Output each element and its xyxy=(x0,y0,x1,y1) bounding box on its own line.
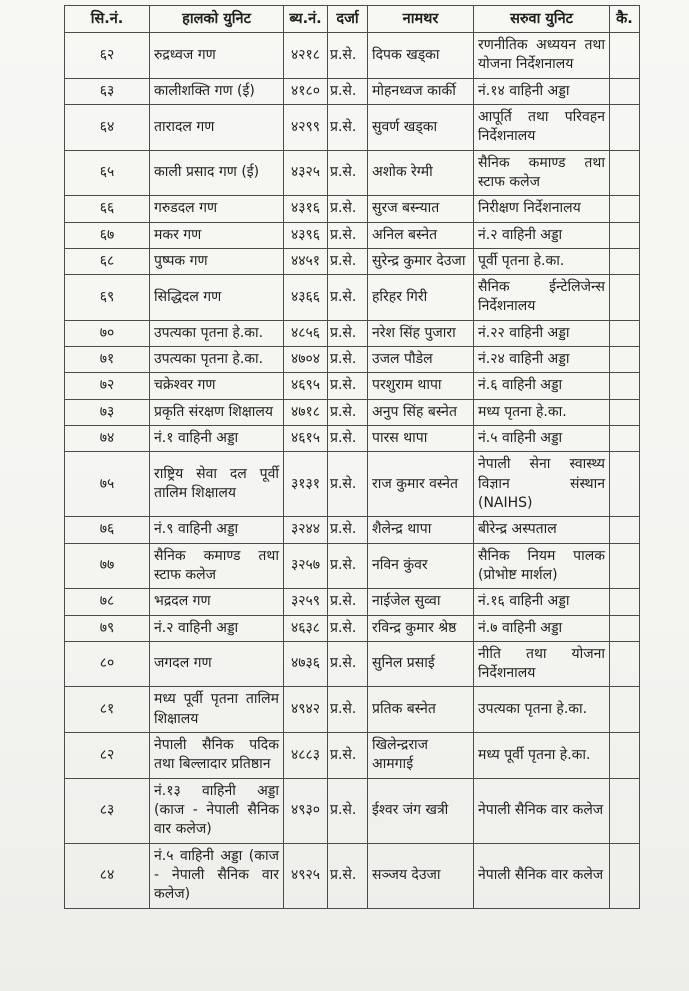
transfer-unit-cell: नं.२४ वाहिनी अड्डा xyxy=(474,347,610,373)
transfer-unit-cell: नेपाली सैनिक वार कलेज xyxy=(474,778,610,843)
name-cell: नरेश सिंह पुजारा xyxy=(368,320,474,346)
name-cell: सुरज बस्न्यात xyxy=(368,196,474,222)
serial-no-cell: ६८ xyxy=(65,248,150,274)
personal-no-cell: ४८५६ xyxy=(284,320,328,346)
current-unit-cell: भद्रदल गण xyxy=(150,589,284,615)
table-row xyxy=(65,275,640,321)
serial-no-cell: ७७ xyxy=(65,543,150,589)
serial-no-cell: ६४ xyxy=(65,104,150,150)
serial-no-cell: ६३ xyxy=(65,78,150,104)
column-header-name: नामथर xyxy=(368,6,474,33)
current-unit-cell: तारादल गण xyxy=(150,104,284,150)
current-unit-cell: नेपाली सैनिक पदिक तथा बिल्लादार प्रतिष्ठान xyxy=(150,733,284,779)
personal-no-cell: ४३६६ xyxy=(284,275,328,321)
remarks-cell xyxy=(610,320,640,346)
remarks-cell xyxy=(610,778,640,843)
personal-no-cell: ४६९५ xyxy=(284,373,328,399)
serial-no-cell: ७९ xyxy=(65,615,150,641)
personal-no-cell: ४८८३ xyxy=(284,733,328,779)
transfer-table xyxy=(64,5,640,909)
name-cell: ईश्वर जंग खत्री xyxy=(368,778,474,843)
remarks-cell xyxy=(610,543,640,589)
serial-no-cell: ८३ xyxy=(65,778,150,843)
rank-cell: प्र.से. xyxy=(328,222,368,248)
column-header-transfer-unit: सरुवा युनिट xyxy=(474,6,610,33)
personal-no-cell: ४३२५ xyxy=(284,150,328,196)
rank-cell: प्र.से. xyxy=(328,373,368,399)
current-unit-cell: नं.५ वाहिनी अड्डा (काज - नेपाली सैनिक वार कलेज) xyxy=(150,843,284,908)
transfer-unit-cell: नं.५ वाहिनी अड्डा xyxy=(474,426,610,452)
rank-cell: प्र.से. xyxy=(328,150,368,196)
current-unit-cell: उपत्यका पृतना हे.का. xyxy=(150,347,284,373)
serial-no-cell: ७४ xyxy=(65,426,150,452)
transfer-unit-cell: नेपाली सैनिक वार कलेज xyxy=(474,843,610,908)
name-cell: नाईजेल सुव्वा xyxy=(368,589,474,615)
rank-cell: प्र.से. xyxy=(328,275,368,321)
column-header-personal-no: ब्य.नं. xyxy=(284,6,328,33)
current-unit-cell: प्रकृति संरक्षण शिक्षालय xyxy=(150,399,284,425)
personal-no-cell: ४१८० xyxy=(284,78,328,104)
serial-no-cell: ७६ xyxy=(65,517,150,543)
remarks-cell xyxy=(610,641,640,687)
serial-no-cell: ६९ xyxy=(65,275,150,321)
table-row xyxy=(65,778,640,843)
transfer-unit-cell: उपत्यका पृतना हे.का. xyxy=(474,687,610,733)
name-cell: नविन कुंवर xyxy=(368,543,474,589)
table-row xyxy=(65,248,640,274)
table-row xyxy=(65,615,640,641)
serial-no-cell: ६५ xyxy=(65,150,150,196)
column-header-current-unit: हालको युनिट xyxy=(150,6,284,33)
rank-cell: प्र.से. xyxy=(328,517,368,543)
table-row xyxy=(65,196,640,222)
transfer-unit-cell: बीरेन्द्र अस्पताल xyxy=(474,517,610,543)
rank-cell: प्र.से. xyxy=(328,543,368,589)
transfer-unit-cell: नं.६ वाहिनी अड्डा xyxy=(474,373,610,399)
table-body xyxy=(65,33,640,909)
current-unit-cell: नं.१३ वाहिनी अड्डा (काज - नेपाली सैनिक वार कलेज) xyxy=(150,778,284,843)
transfer-unit-cell: मध्य पूर्वी पृतना हे.का. xyxy=(474,733,610,779)
current-unit-cell: मध्य पूर्वी पृतना तालिम शिक्षालय xyxy=(150,687,284,733)
rank-cell: प्र.से. xyxy=(328,78,368,104)
remarks-cell xyxy=(610,104,640,150)
column-header-rank: दर्जा xyxy=(328,6,368,33)
serial-no-cell: ६२ xyxy=(65,33,150,79)
remarks-cell xyxy=(610,150,640,196)
rank-cell: प्र.से. xyxy=(328,687,368,733)
serial-no-cell: ७८ xyxy=(65,589,150,615)
transfer-unit-cell: नं.७ वाहिनी अड्डा xyxy=(474,615,610,641)
table-row xyxy=(65,104,640,150)
personal-no-cell: ४६१५ xyxy=(284,426,328,452)
transfer-unit-cell: नं.१४ वाहिनी अड्डा xyxy=(474,78,610,104)
remarks-cell xyxy=(610,452,640,517)
name-cell: परशुराम थापा xyxy=(368,373,474,399)
personal-no-cell: ३२४४ xyxy=(284,517,328,543)
personal-no-cell: ४९३० xyxy=(284,778,328,843)
name-cell: दिपक खड्का xyxy=(368,33,474,79)
serial-no-cell: ८१ xyxy=(65,687,150,733)
rank-cell: प्र.से. xyxy=(328,843,368,908)
name-cell: अनुप सिंह बस्नेत xyxy=(368,399,474,425)
rank-cell: प्र.से. xyxy=(328,778,368,843)
current-unit-cell: काली प्रसाद गण (ई) xyxy=(150,150,284,196)
personal-no-cell: ३२५७ xyxy=(284,543,328,589)
rank-cell: प्र.से. xyxy=(328,589,368,615)
table-row xyxy=(65,222,640,248)
current-unit-cell: मकर गण xyxy=(150,222,284,248)
table-row xyxy=(65,78,640,104)
column-header-remarks: कै. xyxy=(610,6,640,33)
current-unit-cell: जगदल गण xyxy=(150,641,284,687)
transfer-unit-cell: आपूर्ति तथा परिवहन निर्देशनालय xyxy=(474,104,610,150)
remarks-cell xyxy=(610,843,640,908)
transfer-unit-cell: सैनिक कमाण्ड तथा स्टाफ कलेज xyxy=(474,150,610,196)
serial-no-cell: ८० xyxy=(65,641,150,687)
table-row xyxy=(65,589,640,615)
rank-cell: प्र.से. xyxy=(328,33,368,79)
remarks-cell xyxy=(610,347,640,373)
rank-cell: प्र.से. xyxy=(328,733,368,779)
name-cell: सुवर्ण खड्का xyxy=(368,104,474,150)
table-row xyxy=(65,687,640,733)
name-cell: प्रतिक बस्नेत xyxy=(368,687,474,733)
rank-cell: प्र.से. xyxy=(328,452,368,517)
remarks-cell xyxy=(610,222,640,248)
current-unit-cell: नं.२ वाहिनी अड्डा xyxy=(150,615,284,641)
remarks-cell xyxy=(610,426,640,452)
personal-no-cell: ४६३८ xyxy=(284,615,328,641)
personal-no-cell: ४२१८ xyxy=(284,33,328,79)
serial-no-cell: ७३ xyxy=(65,399,150,425)
serial-no-cell: ६६ xyxy=(65,196,150,222)
current-unit-cell: नं.९ वाहिनी अड्डा xyxy=(150,517,284,543)
remarks-cell xyxy=(610,615,640,641)
remarks-cell xyxy=(610,78,640,104)
name-cell: पारस थापा xyxy=(368,426,474,452)
current-unit-cell: सैनिक कमाण्ड तथा स्टाफ कलेज xyxy=(150,543,284,589)
remarks-cell xyxy=(610,589,640,615)
personal-no-cell: ४७३६ xyxy=(284,641,328,687)
table-row xyxy=(65,641,640,687)
transfer-unit-cell: नेपाली सेना स्वास्थ्य विज्ञान संस्थान (NAIHS) xyxy=(474,452,610,517)
remarks-cell xyxy=(610,373,640,399)
transfer-unit-cell: नं.२ वाहिनी अड्डा xyxy=(474,222,610,248)
name-cell: उजल पौडेल xyxy=(368,347,474,373)
name-cell: अनिल बस्नेत xyxy=(368,222,474,248)
table-row xyxy=(65,373,640,399)
remarks-cell xyxy=(610,733,640,779)
rank-cell: प्र.से. xyxy=(328,196,368,222)
current-unit-cell: चक्रेश्वर गण xyxy=(150,373,284,399)
transfer-unit-cell: सैनिक ईन्टेलिजेन्स निर्देशनालय xyxy=(474,275,610,321)
table-row xyxy=(65,452,640,517)
transfer-unit-cell: निरीक्षण निर्देशनालय xyxy=(474,196,610,222)
personal-no-cell: ४२९९ xyxy=(284,104,328,150)
serial-no-cell: ८४ xyxy=(65,843,150,908)
current-unit-cell: कालीशक्ति गण (ई) xyxy=(150,78,284,104)
name-cell: खिलेन्द्रराज आमगाई xyxy=(368,733,474,779)
rank-cell: प्र.से. xyxy=(328,104,368,150)
transfer-unit-cell: रणनीतिक अध्ययन तथा योजना निर्देशनालय xyxy=(474,33,610,79)
table-row xyxy=(65,733,640,779)
serial-no-cell: ८२ xyxy=(65,733,150,779)
serial-no-cell: ६७ xyxy=(65,222,150,248)
personal-no-cell: ४७०४ xyxy=(284,347,328,373)
name-cell: अशोक रेग्मी xyxy=(368,150,474,196)
name-cell: राज कुमार वस्नेत xyxy=(368,452,474,517)
remarks-cell xyxy=(610,248,640,274)
rank-cell: प्र.से. xyxy=(328,615,368,641)
remarks-cell xyxy=(610,196,640,222)
table-row xyxy=(65,543,640,589)
table-row xyxy=(65,517,640,543)
transfer-unit-cell: मध्य पृतना हे.का. xyxy=(474,399,610,425)
personal-no-cell: ४४५१ xyxy=(284,248,328,274)
name-cell: शैलेन्द्र थापा xyxy=(368,517,474,543)
remarks-cell xyxy=(610,517,640,543)
serial-no-cell: ७१ xyxy=(65,347,150,373)
remarks-cell xyxy=(610,687,640,733)
personal-no-cell: ४७१८ xyxy=(284,399,328,425)
table-row xyxy=(65,843,640,908)
rank-cell: प्र.से. xyxy=(328,347,368,373)
current-unit-cell: गरुडदल गण xyxy=(150,196,284,222)
serial-no-cell: ७५ xyxy=(65,452,150,517)
personal-no-cell: ३१३१ xyxy=(284,452,328,517)
current-unit-cell: पुष्पक गण xyxy=(150,248,284,274)
serial-no-cell: ७० xyxy=(65,320,150,346)
name-cell: सुरेन्द्र कुमार देउजा xyxy=(368,248,474,274)
table-row xyxy=(65,320,640,346)
transfer-unit-cell: नं.२२ वाहिनी अड्डा xyxy=(474,320,610,346)
rank-cell: प्र.से. xyxy=(328,399,368,425)
transfer-unit-cell: सैनिक नियम पालक (प्रोभोष्ट मार्शल) xyxy=(474,543,610,589)
table-row xyxy=(65,33,640,79)
name-cell: सुनिल प्रसाई xyxy=(368,641,474,687)
remarks-cell xyxy=(610,399,640,425)
name-cell: रविन्द्र कुमार श्रेष्ठ xyxy=(368,615,474,641)
rank-cell: प्र.से. xyxy=(328,641,368,687)
table-header-row xyxy=(65,6,640,33)
personal-no-cell: ४३१६ xyxy=(284,196,328,222)
personal-no-cell: ४९२५ xyxy=(284,843,328,908)
name-cell: सञ्जय देउजा xyxy=(368,843,474,908)
rank-cell: प्र.से. xyxy=(328,426,368,452)
rank-cell: प्र.से. xyxy=(328,320,368,346)
column-header-serial-no: सि.नं. xyxy=(65,6,150,33)
name-cell: मोहनध्वज कार्की xyxy=(368,78,474,104)
current-unit-cell: राष्ट्रिय सेवा दल पूर्वी तालिम शिक्षालय xyxy=(150,452,284,517)
current-unit-cell: उपत्यका पृतना हे.का. xyxy=(150,320,284,346)
table-row xyxy=(65,399,640,425)
current-unit-cell: सिद्धिदल गण xyxy=(150,275,284,321)
remarks-cell xyxy=(610,33,640,79)
current-unit-cell: रुद्रध्वज गण xyxy=(150,33,284,79)
personal-no-cell: ३२५९ xyxy=(284,589,328,615)
transfer-unit-cell: नं.१६ वाहिनी अड्डा xyxy=(474,589,610,615)
serial-no-cell: ७२ xyxy=(65,373,150,399)
name-cell: हरिहर गिरी xyxy=(368,275,474,321)
table-row xyxy=(65,426,640,452)
transfer-unit-cell: पूर्वी पृतना हे.का. xyxy=(474,248,610,274)
transfer-unit-cell: नीति तथा योजना निर्देशनालय xyxy=(474,641,610,687)
personal-no-cell: ४३९६ xyxy=(284,222,328,248)
current-unit-cell: नं.१ वाहिनी अड्डा xyxy=(150,426,284,452)
table-row xyxy=(65,150,640,196)
table-row xyxy=(65,347,640,373)
rank-cell: प्र.से. xyxy=(328,248,368,274)
personal-no-cell: ४९४२ xyxy=(284,687,328,733)
remarks-cell xyxy=(610,275,640,321)
